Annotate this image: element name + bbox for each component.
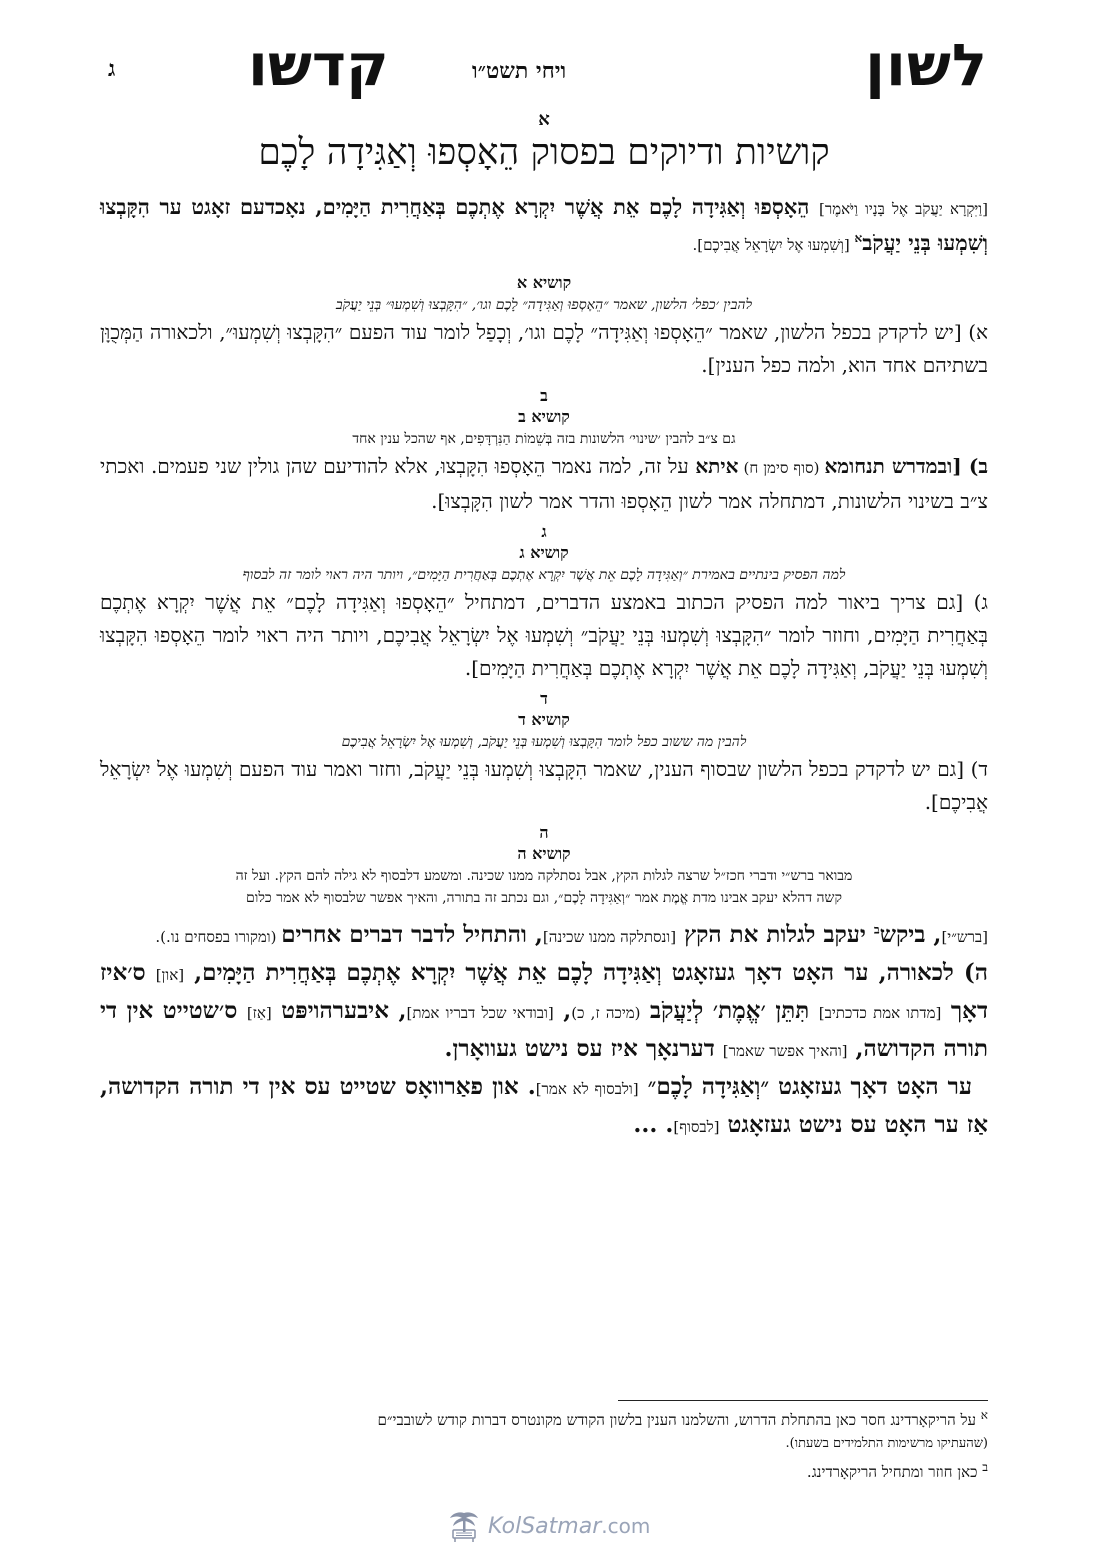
watermark-brand-name: KolSatmar bbox=[488, 1513, 602, 1539]
last-bold3: . ... bbox=[633, 1111, 674, 1138]
footnotes-area bbox=[100, 1400, 988, 1484]
kolsatmar-watermark[interactable] bbox=[446, 1508, 656, 1544]
rashi-bold3: , והתחיל לדבר דברים אחרים bbox=[281, 921, 543, 948]
footnote-b bbox=[100, 1460, 988, 1484]
heh-bold4: , bbox=[553, 997, 572, 1024]
heh-small4: [ובודאי שכל דבריו אמת] bbox=[406, 1004, 554, 1022]
footnote-a bbox=[100, 1408, 988, 1432]
rashi-small-open: [ברש״י] bbox=[941, 928, 988, 946]
header-parsha: ויחי תשט״ו bbox=[472, 58, 567, 84]
rashi-bold2: יעקב לגלות את הקץ bbox=[676, 921, 874, 948]
question-body-2-text: על זה, למה נאמר הֵאָסְפוּ הִקָּבְצוּ, אלא להודיעם שהן גולין שני פעמים. ואכתי צ״ב בשינוי הלשונות, דמתחלה אמר לשון הֵאָסְפוּ והדר אמר לשון הִקָּבְצוּ]. bbox=[100, 454, 988, 513]
question-body-2-bold2: איתא bbox=[695, 454, 739, 478]
question-title-5: קושיא ה bbox=[517, 844, 571, 863]
main-title: קושיות ודיוקים בפסוק הֵאָסְפוּ וְאַגִּידָה לָכֶם bbox=[258, 132, 830, 173]
question-title-2: קושיא ב bbox=[518, 407, 570, 426]
question-subtitle-3: למה הפסיק בינתיים באמירת ״וְאַגִּידָה לָכֶם אֵת אֲשֶׁר יִקְרָא אֶתְכֶם בְּאַחֲרִית הַיָּמִים״, ויותר היה ראוי לומר זה לבסוף bbox=[242, 567, 846, 583]
rashi-paragraph bbox=[100, 917, 988, 955]
heh-small2: [מדתו אמת כדכתיב] bbox=[818, 1004, 942, 1022]
footnote-ref-a[interactable]: א bbox=[854, 231, 863, 245]
question-subtitle-4: להבין מה ששוב כפל לומר הִקָּבְצוּ וְשִׁמְעוּ בְּנֵי יַעֲקֹב, וְשִׁמְעוּ אֶל יִשְׂרָאֵל אֲבִיכֶם bbox=[341, 734, 747, 750]
heh-small3: (מיכה ז, כ) bbox=[571, 1004, 641, 1022]
rashi-small-end: (ומקורו בפסחים נו.). bbox=[155, 928, 282, 946]
heh-bold5: , איבערהויפּט bbox=[271, 997, 407, 1024]
intro-small-quote: וַיִּקְרָא יַעֲקֹב אֶל בָּנָיו וַיֹּאמֶר bbox=[824, 200, 983, 218]
last-bold2: . און פאַרוואָס שטייט עס אין די תורה הקדושה, אַז ער האָט עס נישט געזאָגט bbox=[100, 1073, 988, 1138]
watermark-suffix: .com bbox=[601, 1513, 651, 1538]
last-bold1: ער האָט דאָך געזאָגט ״וְאַגִּידָה לָכֶם״ bbox=[638, 1073, 972, 1100]
question-body-2-ref: (סוף סימן ח) bbox=[738, 459, 825, 477]
paragraph-last bbox=[100, 1069, 988, 1145]
heh-small6: [והאיך אפשר שאמר] bbox=[722, 1042, 848, 1060]
heh-small5: [אַז] bbox=[246, 1004, 272, 1022]
footnote-b-mark: ב bbox=[982, 1460, 988, 1474]
paragraph-heh bbox=[100, 955, 988, 1069]
heh-bold6: ס׳שטייט אין די תורה הקדושה, bbox=[100, 997, 988, 1062]
intro-tail: [וְשִׁמְעוּ אֶל יִשְׂרָאֵל אֲבִיכֶם]. bbox=[692, 236, 855, 254]
question-body-2 bbox=[100, 450, 988, 518]
heh-bold1: ה) לכאורה, ער האָט דאָך געזאָגט וְאַגִּידָה לָכֶם אֵת אֲשֶׁר יִקְרָא אֶתְכֶם בְּאַחֲרִית הַיָּמִים, bbox=[184, 959, 988, 986]
document-page bbox=[100, 30, 988, 1145]
header-lashon: לשון bbox=[865, 31, 988, 99]
question-letter-4: ד bbox=[540, 689, 548, 708]
heh-bold2: ס׳איז דאָך bbox=[100, 959, 989, 1024]
question-body-4: ד) [גם יש לדקדק בכפל הלשון שבסוף הענין, שאמר הִקָּבְצוּ וְשִׁמְעוּ בְּנֵי יַעֲקֹב, וחזר ואמר עוד הפעם וְשִׁמְעוּ אֶל יִשְׂרָאֵל אֲבִיכֶם]. bbox=[100, 757, 988, 814]
question-body-2-bold: ב) [ובמדרש תנחומא bbox=[824, 454, 989, 478]
page-letter: ג bbox=[108, 56, 116, 82]
question-body-1: א) [יש לדקדק בכפל הלשון, שאמר ״הֵאָסְפוּ וְאַגִּידָה״ לָכֶם וגו׳, וְכָפַל לומר עוד הפעם ״הִקָּבְצוּ וְשִׁמְעוּ״, ולכאורה הַמְּכֻוָּן בשתיהם אחד הוא, ולמה כפל הענין]. bbox=[100, 320, 988, 377]
watermark-brand bbox=[488, 1514, 650, 1539]
rashi-small-mid: [ונסתלקה ממנו שכינה] bbox=[542, 928, 677, 946]
footnote-a-text: על הריקאָרדינג חסר כאן בהתחלת הדרוש, והשלמנו הענין בלשון הקודש מקונטרס דברות קודש לשובבי״ם bbox=[377, 1411, 981, 1429]
rashi-bold1: , ביקש bbox=[879, 921, 942, 948]
question-title-3: קושיא ג bbox=[519, 543, 569, 562]
footnote-a-cont: (שהעתיקו מרשימות התלמידים בשעתו). bbox=[785, 1436, 988, 1451]
last-small2: [לבסוף] bbox=[673, 1118, 720, 1136]
question-body-3: ג) [גם צריך ביאור למה הפסיק הכתוב באמצע הדברים, דמתחיל ״הֵאָסְפוּ וְאַגִּידָה לָכֶם״ אֵת אֲשֶׁר יִקְרָא אֶתְכֶם בְּאַחֲרִית הַיָּמִים, וחוזר לומר ״הִקָּבְצוּ וְשִׁמְעוּ בְּנֵי יַעֲקֹב״ וְשִׁמְעוּ אֶל יִשְׂרָאֵל אֲבִיכֶם, ויותר היה ראוי לומר הֵאָסְפוּ הִקָּבְצוּ וְשִׁמְעוּ בְּנֵי יַעֲקֹב, וְאַגִּידָה לָכֶם אֵת אֲשֶׁר יִקְרָא אֶתְכֶם בְּאַחֲרִית הַיָּמִים]. bbox=[100, 590, 988, 680]
intro-open: [ bbox=[982, 200, 988, 218]
question-subtitle-5-line1: מבואר ברש״י ודברי חכז״ל שרצה לגלות הקץ, אבל נסתלקה ממנו שכינה. ומשמע דלבסוף לא גילה להם הקץ. ועל זה bbox=[235, 868, 853, 884]
footnote-divider bbox=[618, 1400, 988, 1401]
section-letter: א bbox=[538, 109, 550, 130]
intro-close: ] bbox=[819, 200, 825, 218]
last-small1: [ולבסוף לא אמר] bbox=[535, 1080, 639, 1098]
heh-small1: [און] bbox=[155, 966, 185, 984]
question-letter-3: ג bbox=[541, 522, 547, 541]
question-subtitle-1: להבין ׳כפל׳ הלשון, שאמר ״הֵאָסְפוּ וְאַגִּידָה״ לָכֶם וגו׳, ״הִקָּבְצוּ וְשִׁמְעוּ״ בְּנֵי יַעֲקֹב bbox=[335, 297, 753, 313]
footnote-a-mark: א bbox=[980, 1408, 988, 1422]
question-title-1: קושיא א bbox=[516, 273, 572, 292]
palm-tree-sign-icon bbox=[446, 1509, 482, 1543]
heh-bold3: תִּתֵּן ׳אֱמֶת׳ לְיַעֲקֹב bbox=[640, 997, 819, 1024]
question-letter-5: ה bbox=[539, 823, 549, 842]
heh-bold7: דערנאָך איז עס נישט געוואָרן. bbox=[444, 1035, 723, 1062]
footnote-ref-b[interactable]: ב bbox=[873, 922, 880, 937]
page-header bbox=[100, 30, 988, 110]
intro-paragraph bbox=[100, 190, 988, 262]
question-subtitle-2: גם צ״ב להבין ׳שינוי׳ הלשונות בזה בְּשֵׁמוֹת הַנִּרְדָּפִים, אף שהכל ענין אחד bbox=[352, 431, 736, 447]
question-title-4: קושיא ד bbox=[518, 710, 570, 729]
intro-bold: הֵאָסְפוּ וְאַגִּידָה לָכֶם אֵת אֲשֶׁר יִקְרָא אֶתְכֶם בְּאַחֲרִית הַיָּמִים, נאָכדעם זאָגט ער הִקָּבְצוּ וְשִׁמְעוּ בְּנֵי יַעֲקֹב bbox=[100, 194, 988, 255]
question-subtitle-5-line2: קשה דהלא יעקב אבינו מדת אֱמֶת אמר ״וְאַגִּידָה לָכֶם״, וגם נכתב זה בתורה, והאיך אפשר שלבסוף לא אמר כלום bbox=[246, 890, 842, 906]
header-kodsho: קדשו bbox=[248, 31, 389, 99]
footnote-b-text: כאן חוזר ומתחיל הריקאָרדינג. bbox=[806, 1463, 983, 1481]
question-letter-2: ב bbox=[540, 386, 548, 405]
